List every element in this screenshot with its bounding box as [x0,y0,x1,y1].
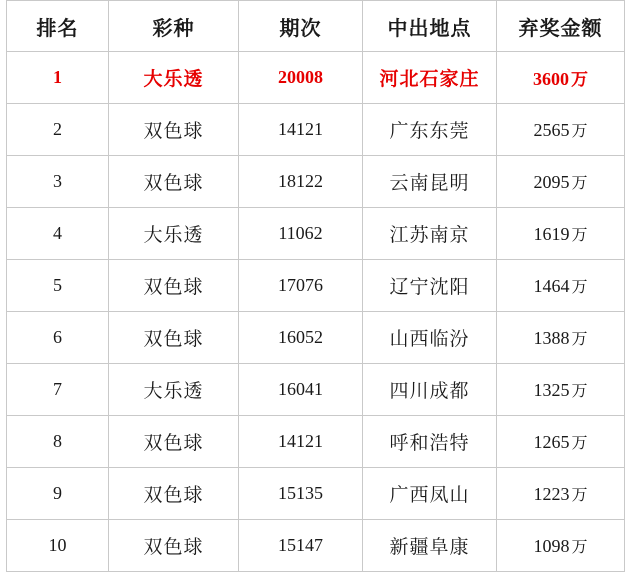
cell-place: 山西临汾 [363,312,497,364]
cell-rank: 8 [7,416,109,468]
table-row [7,104,625,156]
cell-amount [497,416,625,468]
table-row [7,468,625,520]
amount-unit: 万 [571,279,588,296]
cell-issue: 16052 [239,312,363,364]
amount-value: 1325 [533,380,570,400]
cell-amount [497,104,625,156]
cell-place: 江苏南京 [363,208,497,260]
cell-issue: 16041 [239,364,363,416]
cell-issue: 20008 [239,52,363,104]
cell-issue: 17076 [239,260,363,312]
table-row [7,260,625,312]
table-row [7,208,625,260]
cell-type: 大乐透 [109,208,239,260]
cell-type: 双色球 [109,416,239,468]
cell-amount [497,208,625,260]
cell-place: 四川成都 [363,364,497,416]
cell-issue: 14121 [239,104,363,156]
amount-value: 2095 [533,172,570,192]
cell-rank: 1 [7,52,109,104]
cell-issue: 14121 [239,416,363,468]
column-header-rank: 排名 [7,1,109,52]
amount-value: 1464 [533,276,570,296]
amount-unit: 万 [571,175,588,192]
cell-rank: 9 [7,468,109,520]
table-row [7,520,625,572]
cell-place: 辽宁沈阳 [363,260,497,312]
table-row [7,364,625,416]
table-row [7,52,625,104]
table-row [7,156,625,208]
amount-value: 1388 [533,328,570,348]
cell-type: 双色球 [109,260,239,312]
column-header-amount: 弃奖金额 [497,1,625,52]
amount-unit: 万 [571,487,588,504]
cell-type: 大乐透 [109,52,239,104]
table-header [7,1,625,52]
cell-place: 新疆阜康 [363,520,497,572]
cell-type: 双色球 [109,520,239,572]
amount-value: 1265 [533,432,570,452]
amount-value: 3600 [533,69,569,89]
column-header-type: 彩种 [109,1,239,52]
amount-unit: 万 [571,435,588,452]
amount-unit: 万 [571,227,588,244]
table-row [7,312,625,364]
cell-place: 呼和浩特 [363,416,497,468]
amount-value: 1098 [533,536,570,556]
cell-type: 双色球 [109,312,239,364]
amount-value: 2565 [533,120,570,140]
cell-amount [497,156,625,208]
cell-place: 广东东莞 [363,104,497,156]
cell-rank: 3 [7,156,109,208]
cell-type: 双色球 [109,156,239,208]
cell-issue: 11062 [239,208,363,260]
amount-unit: 万 [571,539,588,556]
cell-rank: 7 [7,364,109,416]
cell-type: 双色球 [109,104,239,156]
cell-place: 云南昆明 [363,156,497,208]
amount-unit: 万 [571,331,588,348]
cell-place: 河北石家庄 [363,52,497,104]
cell-rank: 4 [7,208,109,260]
cell-amount [497,364,625,416]
cell-amount [497,52,625,104]
amount-value: 1619 [533,224,570,244]
table-row [7,416,625,468]
cell-type: 双色球 [109,468,239,520]
table-body [7,52,625,572]
cell-rank: 2 [7,104,109,156]
cell-amount [497,468,625,520]
column-header-place: 中出地点 [363,1,497,52]
cell-issue: 18122 [239,156,363,208]
cell-issue: 15135 [239,468,363,520]
lottery-table [6,0,625,572]
cell-issue: 15147 [239,520,363,572]
cell-rank: 5 [7,260,109,312]
cell-type: 大乐透 [109,364,239,416]
cell-amount [497,260,625,312]
amount-value: 1223 [533,484,570,504]
cell-rank: 10 [7,520,109,572]
cell-rank: 6 [7,312,109,364]
amount-unit: 万 [571,123,588,140]
amount-unit: 万 [571,383,588,400]
cell-amount [497,520,625,572]
column-header-issue: 期次 [239,1,363,52]
cell-amount [497,312,625,364]
cell-place: 广西凤山 [363,468,497,520]
amount-unit: 万 [571,70,588,89]
table-header-row [7,1,625,52]
